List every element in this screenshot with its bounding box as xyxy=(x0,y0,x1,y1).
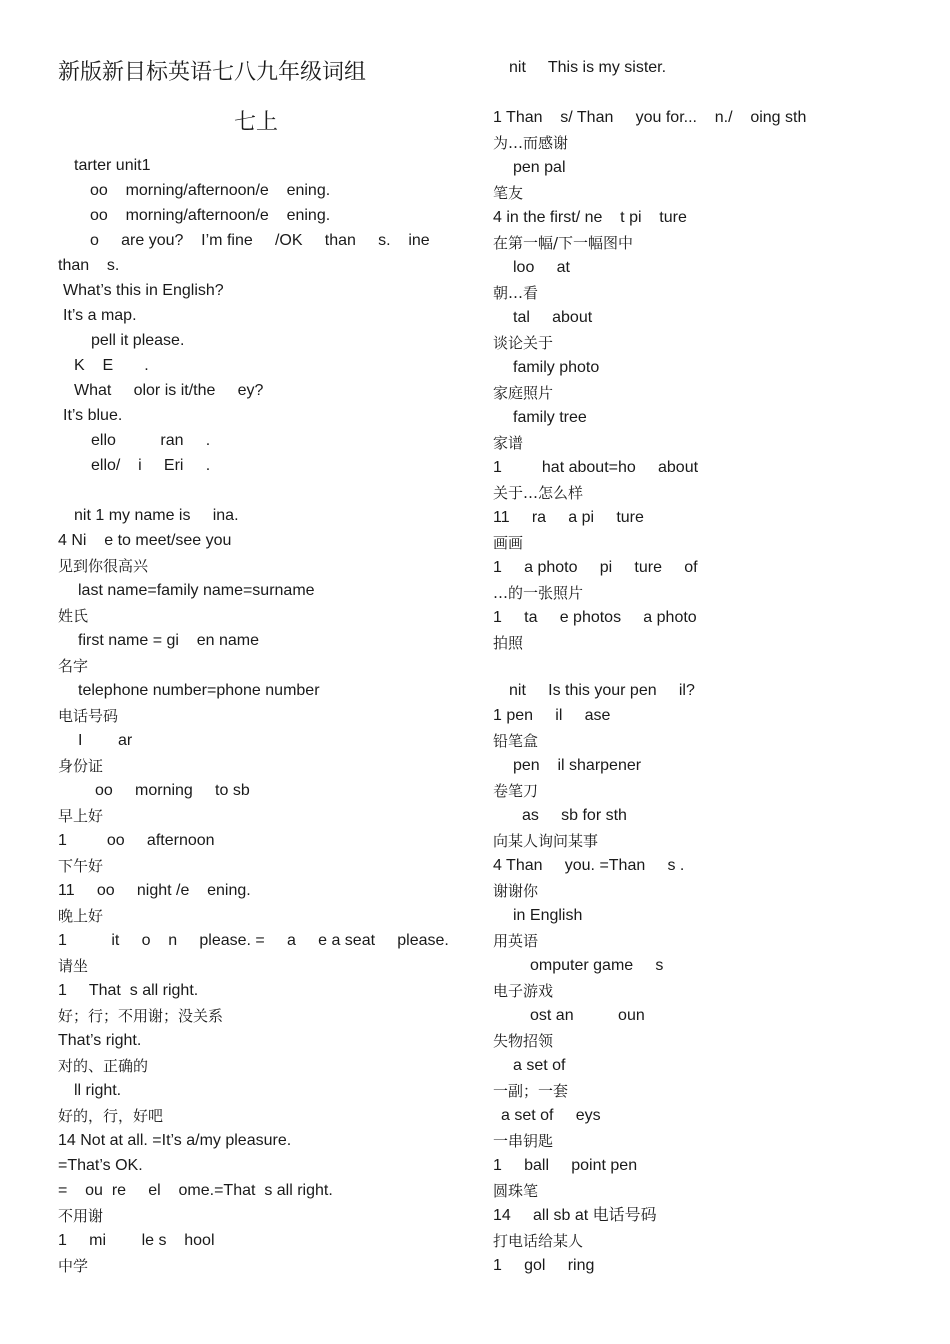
translation-line: 请坐 xyxy=(58,957,89,975)
translation-line: 好；行；不用谢；没关系 xyxy=(58,1007,224,1025)
translation-line: 家庭照片 xyxy=(493,384,554,402)
translation-line: 为…而感谢 xyxy=(493,134,569,152)
vocab-line: 4 in the first/ ne t pi ture xyxy=(493,209,687,226)
vocab-line: telephone number=phone number xyxy=(78,682,320,699)
vocab-line: ost an oun xyxy=(530,1007,645,1024)
vocab-line: K E . xyxy=(74,357,149,374)
translation-line: 早上好 xyxy=(58,807,104,825)
vocab-line: 4 Than you. =Than s . xyxy=(493,857,685,874)
section-title: 七上 xyxy=(234,110,279,135)
translation-line: 笔友 xyxy=(493,184,524,202)
translation-line: 名字 xyxy=(58,657,89,675)
translation-line: 姓氏 xyxy=(58,607,89,625)
translation-line: 失物招领 xyxy=(493,1032,554,1050)
translation-line: 铅笔盒 xyxy=(493,732,539,750)
vocab-line: 1 Than s/ Than you for... n./ oing sth xyxy=(493,109,807,126)
translation-line: 画画 xyxy=(493,534,524,552)
vocab-line: 1 ta e photos a photo xyxy=(493,609,697,626)
document-title: 新版新目标英语七八九年级词组 xyxy=(58,60,367,85)
vocab-line: 4 Ni e to meet/see you xyxy=(58,532,232,549)
translation-line: 用英语 xyxy=(493,932,539,950)
vocab-line: pell it please. xyxy=(91,332,185,349)
vocab-line: What’s this in English? xyxy=(63,282,224,299)
translation-line: 拍照 xyxy=(493,634,524,652)
translation-line: 见到你很高兴 xyxy=(58,557,149,575)
translation-line: 打电话给某人 xyxy=(493,1232,584,1250)
vocab-line: 11 oo night /e ening. xyxy=(58,882,251,899)
translation-line: 关于…怎么样 xyxy=(493,484,584,502)
vocab-line: oo morning/afternoon/e ening. xyxy=(90,207,331,224)
vocab-line: It’s a map. xyxy=(63,307,137,324)
translation-line: 朝…看 xyxy=(493,284,539,302)
vocab-line: ello ran . xyxy=(91,432,211,449)
translation-line: 一副；一套 xyxy=(493,1082,569,1100)
vocab-line: as sb for sth xyxy=(522,807,627,824)
translation-line: 家谱 xyxy=(493,434,524,452)
vocab-line: family tree xyxy=(513,409,587,426)
vocab-line: a set of eys xyxy=(501,1107,601,1124)
vocab-line: pen il sharpener xyxy=(513,757,642,774)
translation-line: 中学 xyxy=(58,1257,89,1275)
vocab-line: loo at xyxy=(513,259,570,276)
translation-line: 电话号码 xyxy=(58,707,119,725)
vocab-line: o are you? I’m fine /OK than s. ine xyxy=(90,232,430,249)
vocab-line: ello/ i Eri . xyxy=(91,457,211,474)
vocab-line: tal about xyxy=(513,309,593,326)
vocab-line: last name=family name=surname xyxy=(78,582,315,599)
unit-heading: nit 1 my name is ina. xyxy=(74,507,239,524)
translation-line: 一串钥匙 xyxy=(493,1132,554,1150)
vocab-line: I ar xyxy=(78,732,133,749)
translation-line: 身份证 xyxy=(58,757,104,775)
vocab-line: 1 ball point pen xyxy=(493,1157,638,1174)
translation-line: 谈论关于 xyxy=(493,334,554,352)
vocab-line: 1 gol ring xyxy=(493,1257,595,1274)
vocab-line: tarter unit1 xyxy=(74,157,151,174)
vocab-line: 1 it o n please. = a e a seat please. xyxy=(58,932,449,949)
translation-line: 圆珠笔 xyxy=(493,1182,539,1200)
translation-line: 向某人询问某事 xyxy=(493,832,599,850)
vocab-line: 1 mi le s hool xyxy=(58,1232,215,1249)
vocab-line: 1 hat about=ho about xyxy=(493,459,699,476)
vocab-line: a set of xyxy=(513,1057,566,1074)
vocab-line: That’s right. xyxy=(58,1032,142,1049)
translation-line: 对的、正确的 xyxy=(58,1057,149,1075)
translation-line: 谢谢你 xyxy=(493,882,539,900)
vocab-line: 1 oo afternoon xyxy=(58,832,215,849)
vocab-line: omputer game s xyxy=(530,957,664,974)
vocab-line: 1 That s all right. xyxy=(58,982,199,999)
vocab-line: ll right. xyxy=(74,1082,122,1099)
vocab-line: 14 all sb at 电话号码 xyxy=(493,1207,657,1224)
translation-line: 好的，行，好吧 xyxy=(58,1107,164,1125)
vocab-line: oo morning/afternoon/e ening. xyxy=(90,182,331,199)
vocab-line: What olor is it/the ey? xyxy=(74,382,264,399)
translation-line: 电子游戏 xyxy=(493,982,554,1000)
vocab-line: in English xyxy=(513,907,583,924)
translation-line: 不用谢 xyxy=(58,1207,104,1225)
translation-line: …的一张照片 xyxy=(493,584,584,602)
vocab-line: 1 a photo pi ture of xyxy=(493,559,698,576)
vocab-line: than s. xyxy=(58,257,120,274)
vocab-line: oo morning to sb xyxy=(95,782,250,799)
vocab-line: = ou re el ome.=That s all right. xyxy=(58,1182,333,1199)
vocab-line: 14 Not at all. =It’s a/my pleasure. xyxy=(58,1132,292,1149)
vocab-line: It’s blue. xyxy=(63,407,123,424)
translation-line: 晚上好 xyxy=(58,907,104,925)
unit-heading: nit This is my sister. xyxy=(509,59,667,76)
translation-line: 卷笔刀 xyxy=(493,782,539,800)
vocab-line: family photo xyxy=(513,359,600,376)
vocab-line: first name = gi en name xyxy=(78,632,259,649)
translation-line: 下午好 xyxy=(58,857,104,875)
vocab-line: =That’s OK. xyxy=(58,1157,143,1174)
translation-line: 在第一幅/下一幅图中 xyxy=(493,234,634,252)
vocab-line: 1 pen il ase xyxy=(493,707,611,724)
unit-heading: nit Is this your pen il? xyxy=(509,682,695,699)
vocab-line: 11 ra a pi ture xyxy=(493,509,644,526)
vocab-line: pen pal xyxy=(513,159,566,176)
